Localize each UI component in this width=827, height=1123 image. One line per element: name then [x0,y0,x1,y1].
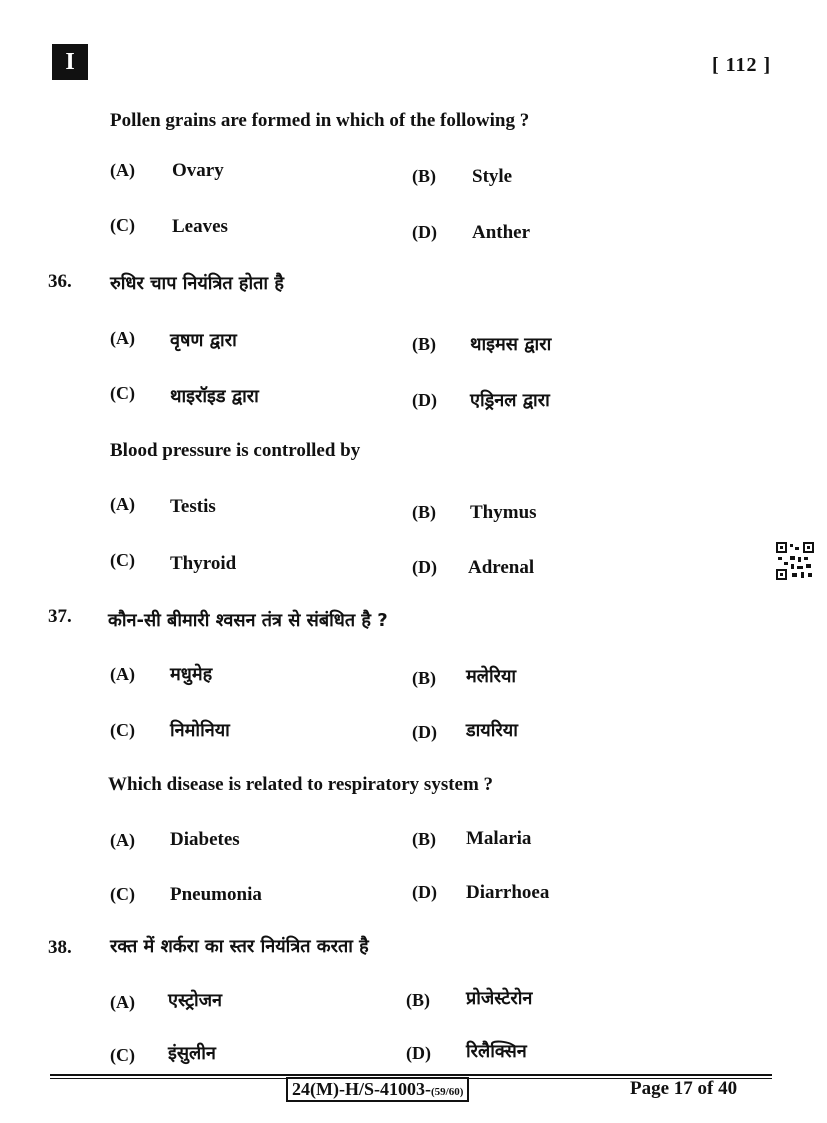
q38-option-c: इंसुलीन [168,1043,216,1064]
q37-question-en: Which disease is related to respiratory system ? [108,774,494,795]
q37-hi-option-d: डायरिया [466,720,518,741]
q35-option-c: Leaves [172,216,228,237]
q36-en-option-b: Thymus [470,502,537,523]
q35-option-d: Anther [472,222,531,243]
q36-question-hi: रुधिर चाप नियंत्रित होता है [110,273,284,294]
q38-option-c-letter: (C) [110,1045,135,1065]
paper-code-suffix: (59/60) [430,1086,464,1098]
q36-en-option-b-letter: (B) [412,502,436,522]
q35-question-en: Pollen grains are formed in which of the following ? [110,110,530,131]
q37-number: 37. [48,606,72,627]
page-number: Page 17 of 40 [630,1078,738,1099]
paper-code [286,1077,469,1102]
q36-hi-option-c: थाइरॉइड द्वारा [170,386,259,407]
q37-en-option-d-letter: (D) [412,882,437,902]
footer-divider [50,1074,772,1076]
q37-hi-option-b: मलेरिया [466,666,517,687]
q37-hi-option-a-letter: (A) [110,664,135,684]
q38-number: 38. [48,937,72,958]
q35-option-d-letter: (D) [412,222,437,242]
q37-en-option-a-letter: (A) [110,830,135,850]
q36-hi-option-c-letter: (C) [110,383,135,403]
q37-en-option-d: Diarrhoea [466,882,550,903]
q36-question-en: Blood pressure is controlled by [110,440,361,461]
q36-en-option-d: Adrenal [468,557,535,578]
paper-code-main: 24(M)-H/S-41003- [292,1079,431,1099]
q36-hi-option-a-letter: (A) [110,328,135,348]
q37-hi-option-c: निमोनिया [170,720,230,741]
q37-en-option-c: Pneumonia [170,884,262,905]
q36-en-option-a-letter: (A) [110,494,135,514]
q35-option-a-letter: (A) [110,160,135,180]
q38-option-d: रिलैक्सिन [466,1041,527,1062]
q36-en-option-c-letter: (C) [110,550,135,570]
q35-option-b-letter: (B) [412,166,436,186]
q36-en-option-d-letter: (D) [412,557,437,577]
q35-option-b: Style [472,166,513,187]
q37-hi-option-b-letter: (B) [412,668,436,688]
q38-option-b: प्रोजेस्टेरोन [466,988,533,1009]
q37-en-option-b-letter: (B) [412,829,436,849]
q37-hi-option-a: मधुमेह [170,664,213,685]
q36-hi-option-b: थाइमस द्वारा [470,334,552,355]
page-code: [ 112 ] [712,54,772,76]
q37-hi-option-c-letter: (C) [110,720,135,740]
q36-en-option-a: Testis [170,496,216,517]
q38-option-a: एस्ट्रोजन [168,990,223,1011]
q38-option-b-letter: (B) [406,990,430,1010]
q35-option-c-letter: (C) [110,215,135,235]
q37-en-option-c-letter: (C) [110,884,135,904]
set-badge: I [52,44,88,80]
q35-option-a: Ovary [172,160,224,181]
q37-en-option-b: Malaria [466,828,532,849]
q37-hi-option-d-letter: (D) [412,722,437,742]
q38-option-a-letter: (A) [110,992,135,1012]
q38-option-d-letter: (D) [406,1043,431,1063]
q37-en-option-a: Diabetes [170,829,240,850]
q38-question-hi: रक्त में शर्करा का स्तर नियंत्रित करता है [110,936,369,957]
q36-hi-option-d: एड्रिनल द्वारा [470,390,550,411]
q36-hi-option-b-letter: (B) [412,334,436,354]
q36-hi-option-a: वृषण द्वारा [170,330,237,351]
q37-question-hi: कौन-सी बीमारी श्वसन तंत्र से संबंधित है ? [108,610,388,631]
qr-code-icon [776,542,814,580]
q36-en-option-c: Thyroid [170,553,237,574]
q36-hi-option-d-letter: (D) [412,390,437,410]
q36-number: 36. [48,271,72,292]
